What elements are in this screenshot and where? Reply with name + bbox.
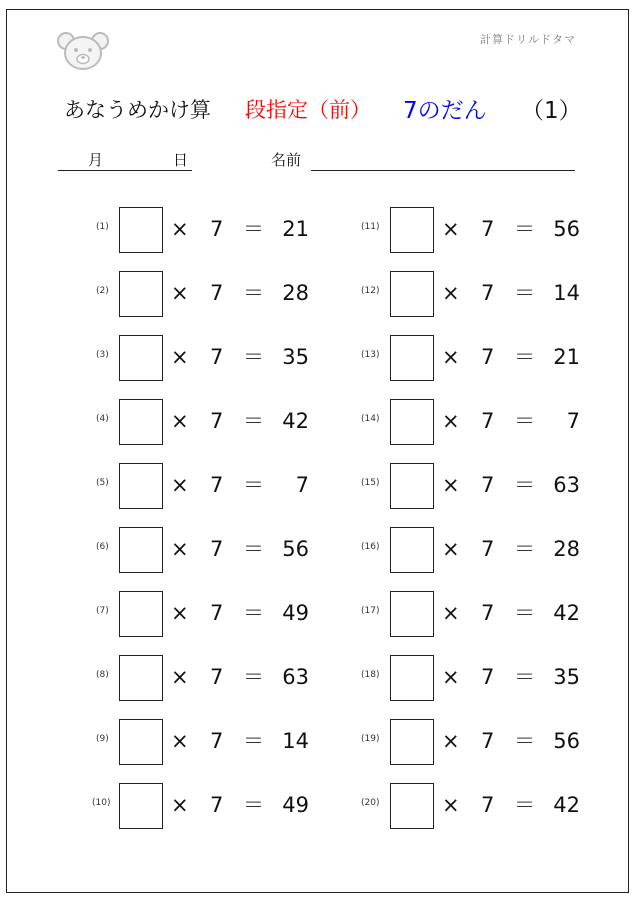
equals-sign: ＝: [514, 537, 535, 561]
problem-row: [361, 783, 590, 829]
product-value: 28: [282, 281, 309, 305]
multiplier: 7: [481, 537, 495, 561]
product-value: 14: [282, 729, 309, 753]
problem-row: [96, 271, 319, 317]
multiplier: 7: [481, 409, 495, 433]
times-sign: ×: [171, 665, 189, 689]
multiplier: 7: [481, 281, 495, 305]
name-label: 名前: [271, 151, 302, 169]
times-sign: ×: [171, 217, 189, 241]
date-field-line[interactable]: [58, 170, 192, 171]
problem-number: (7): [96, 606, 109, 616]
answer-box[interactable]: [119, 399, 163, 445]
month-label: 月: [88, 151, 104, 169]
answer-box[interactable]: [119, 719, 163, 765]
equals-sign: ＝: [243, 729, 264, 753]
product-value: 49: [282, 793, 309, 817]
product-value: 35: [282, 345, 309, 369]
problem-number: (10): [92, 798, 111, 808]
problem-row: [92, 783, 319, 829]
problem-row: [361, 399, 590, 445]
equals-sign: ＝: [514, 601, 535, 625]
answer-box[interactable]: [390, 463, 434, 509]
equals-sign: ＝: [243, 409, 264, 433]
title-number: （1）: [521, 98, 582, 124]
answer-box[interactable]: [119, 335, 163, 381]
product-value: 49: [282, 601, 309, 625]
problem-row: [96, 527, 319, 573]
answer-box[interactable]: [390, 399, 434, 445]
brand-text: 計算ドリルドタマ: [480, 33, 576, 46]
equals-sign: ＝: [514, 409, 535, 433]
product-value: 7: [566, 409, 580, 433]
title-dan: 7のだん: [403, 98, 487, 124]
multiplier: 7: [210, 473, 224, 497]
equals-sign: ＝: [243, 217, 264, 241]
times-sign: ×: [171, 473, 189, 497]
problem-row: [361, 527, 590, 573]
problem-number: (14): [361, 414, 380, 424]
problem-row: [361, 335, 590, 381]
answer-box[interactable]: [119, 527, 163, 573]
problem-number: (15): [361, 478, 380, 488]
answer-box[interactable]: [119, 591, 163, 637]
equals-sign: ＝: [243, 281, 264, 305]
problem-number: (17): [361, 606, 380, 616]
problem-row: [96, 591, 319, 637]
equals-sign: ＝: [243, 345, 264, 369]
equals-sign: ＝: [243, 601, 264, 625]
problem-number: (9): [96, 734, 109, 744]
multiplier: 7: [210, 409, 224, 433]
times-sign: ×: [442, 281, 460, 305]
multiplier: 7: [210, 217, 224, 241]
worksheet-title: [64, 92, 584, 128]
answer-box[interactable]: [119, 463, 163, 509]
problem-row: [96, 719, 319, 765]
equals-sign: ＝: [514, 729, 535, 753]
times-sign: ×: [171, 793, 189, 817]
problem-number: (1): [96, 222, 109, 232]
times-sign: ×: [171, 601, 189, 625]
product-value: 63: [553, 473, 580, 497]
answer-box[interactable]: [390, 719, 434, 765]
title-main: あなうめかけ算: [64, 98, 211, 122]
problem-row: [361, 207, 590, 253]
product-value: 42: [553, 793, 580, 817]
equals-sign: ＝: [243, 793, 264, 817]
product-value: 35: [553, 665, 580, 689]
problem-row: [361, 591, 590, 637]
product-value: 63: [282, 665, 309, 689]
multiplier: 7: [210, 793, 224, 817]
equals-sign: ＝: [514, 281, 535, 305]
multiplier: 7: [481, 729, 495, 753]
answer-box[interactable]: [390, 655, 434, 701]
equals-sign: ＝: [243, 665, 264, 689]
problem-number: (8): [96, 670, 109, 680]
equals-sign: ＝: [514, 217, 535, 241]
problem-row: [96, 655, 319, 701]
answer-box[interactable]: [390, 527, 434, 573]
problem-row: [96, 335, 319, 381]
bear-logo-icon: [56, 31, 110, 71]
multiplier: 7: [481, 665, 495, 689]
problem-number: (19): [361, 734, 380, 744]
multiplier: 7: [481, 473, 495, 497]
multiplier: 7: [481, 601, 495, 625]
problem-number: (18): [361, 670, 380, 680]
problem-row: [361, 463, 590, 509]
product-value: 14: [553, 281, 580, 305]
problem-number: (12): [361, 286, 380, 296]
product-value: 56: [282, 537, 309, 561]
times-sign: ×: [171, 537, 189, 561]
times-sign: ×: [171, 729, 189, 753]
answer-box[interactable]: [390, 271, 434, 317]
product-value: 21: [553, 345, 580, 369]
answer-box[interactable]: [119, 271, 163, 317]
product-value: 56: [553, 217, 580, 241]
product-value: 42: [553, 601, 580, 625]
multiplier: 7: [210, 281, 224, 305]
answer-box[interactable]: [390, 591, 434, 637]
equals-sign: ＝: [243, 537, 264, 561]
answer-box[interactable]: [119, 655, 163, 701]
equals-sign: ＝: [243, 473, 264, 497]
product-value: 7: [295, 473, 309, 497]
day-label: 日: [173, 151, 189, 169]
multiplier: 7: [210, 601, 224, 625]
problem-number: (11): [361, 222, 380, 232]
multiplier: 7: [210, 729, 224, 753]
times-sign: ×: [442, 409, 460, 433]
multiplier: 7: [481, 793, 495, 817]
answer-box[interactable]: [390, 207, 434, 253]
times-sign: ×: [442, 537, 460, 561]
equals-sign: ＝: [514, 665, 535, 689]
multiplier: 7: [481, 217, 495, 241]
times-sign: ×: [171, 345, 189, 369]
problem-row: [96, 207, 319, 253]
equals-sign: ＝: [514, 473, 535, 497]
problem-row: [96, 463, 319, 509]
times-sign: ×: [442, 665, 460, 689]
answer-box[interactable]: [119, 207, 163, 253]
equals-sign: ＝: [514, 345, 535, 369]
times-sign: ×: [442, 345, 460, 369]
times-sign: ×: [442, 473, 460, 497]
name-field-line[interactable]: [311, 170, 575, 171]
times-sign: ×: [171, 281, 189, 305]
product-value: 21: [282, 217, 309, 241]
times-sign: ×: [442, 601, 460, 625]
product-value: 56: [553, 729, 580, 753]
multiplier: 7: [481, 345, 495, 369]
title-mode: 段指定（前）: [245, 98, 371, 122]
problem-number: (3): [96, 350, 109, 360]
equals-sign: ＝: [514, 793, 535, 817]
product-value: 42: [282, 409, 309, 433]
multiplier: 7: [210, 537, 224, 561]
problem-number: (20): [361, 798, 380, 808]
answer-box[interactable]: [390, 783, 434, 829]
answer-box[interactable]: [119, 783, 163, 829]
problem-row: [361, 719, 590, 765]
problem-number: (2): [96, 286, 109, 296]
times-sign: ×: [442, 729, 460, 753]
problem-row: [361, 655, 590, 701]
answer-box[interactable]: [390, 335, 434, 381]
problem-number: (5): [96, 478, 109, 488]
problem-row: [96, 399, 319, 445]
problem-number: (13): [361, 350, 380, 360]
times-sign: ×: [171, 409, 189, 433]
multiplier: 7: [210, 345, 224, 369]
problem-number: (4): [96, 414, 109, 424]
product-value: 28: [553, 537, 580, 561]
problem-number: (6): [96, 542, 109, 552]
times-sign: ×: [442, 793, 460, 817]
problem-row: [361, 271, 590, 317]
problem-number: (16): [361, 542, 380, 552]
times-sign: ×: [442, 217, 460, 241]
multiplier: 7: [210, 665, 224, 689]
